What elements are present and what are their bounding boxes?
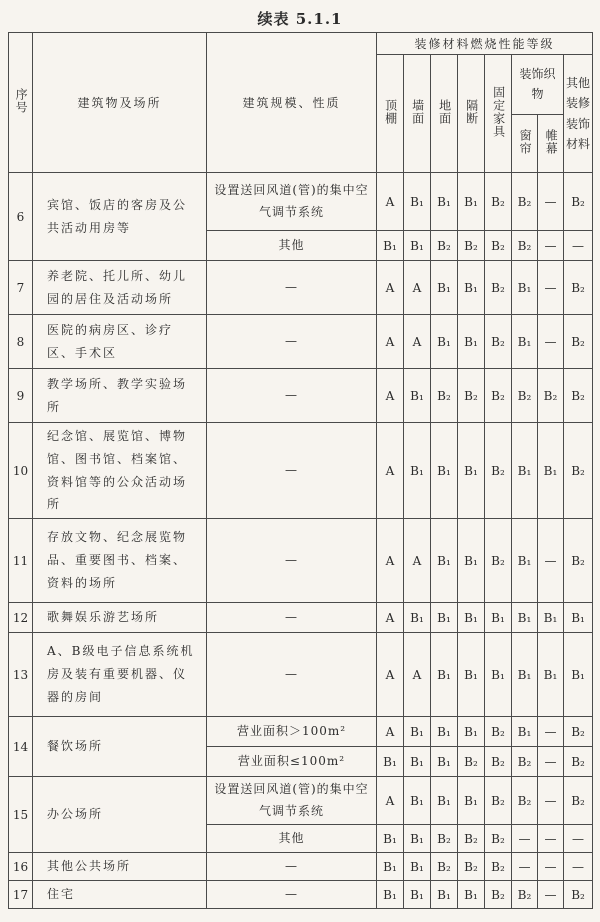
rating-cell: B₂ xyxy=(564,423,593,519)
row-number: 12 xyxy=(9,603,33,633)
row-scale: — xyxy=(207,853,377,881)
row-number: 11 xyxy=(9,519,33,603)
rating-cell: B₁ xyxy=(431,519,458,603)
rating-cell: A xyxy=(377,173,404,231)
row-place: A、B级电子信息系统机房及装有重要机器、仪器的房间 xyxy=(33,633,207,717)
row-scale: — xyxy=(207,261,377,315)
table-row xyxy=(9,633,593,717)
row-place: 养老院、托儿所、幼儿园的居住及活动场所 xyxy=(33,261,207,315)
rating-cell: B₁ xyxy=(512,717,538,747)
rating-cell: — xyxy=(538,173,564,231)
rating-cell: B₁ xyxy=(431,261,458,315)
rating-cell: B₁ xyxy=(538,423,564,519)
rating-cell: A xyxy=(377,315,404,369)
header-other: 其他装修装饰材料 xyxy=(564,55,593,173)
rating-cell: B₂ xyxy=(564,173,593,231)
rating-cell: B₂ xyxy=(485,231,512,261)
rating-cell: — xyxy=(564,853,593,881)
rating-cell: A xyxy=(377,777,404,825)
row-place: 存放文物、纪念展览物品、重要图书、档案、资料的场所 xyxy=(33,519,207,603)
row-place: 纪念馆、展览馆、博物馆、图书馆、档案馆、资料馆等的公众活动场所 xyxy=(33,423,207,519)
rating-cell: B₁ xyxy=(458,423,485,519)
rating-cell: B₂ xyxy=(431,369,458,423)
rating-cell: B₁ xyxy=(458,315,485,369)
rating-cell: B₁ xyxy=(431,717,458,747)
rating-cell: B₂ xyxy=(564,777,593,825)
rating-cell: B₂ xyxy=(538,369,564,423)
rating-cell: A xyxy=(404,315,431,369)
rating-cell: B₁ xyxy=(431,315,458,369)
row-number: 15 xyxy=(9,777,33,853)
rating-cell: B₁ xyxy=(404,603,431,633)
rating-cell: — xyxy=(538,777,564,825)
header-place: 建筑物及场所 xyxy=(33,33,207,173)
rating-cell: B₁ xyxy=(404,825,431,853)
rating-cell: — xyxy=(538,825,564,853)
rating-cell: — xyxy=(538,315,564,369)
table-row xyxy=(9,261,593,315)
rating-cell: B₂ xyxy=(431,853,458,881)
rating-cell: B₂ xyxy=(485,747,512,777)
rating-cell: B₁ xyxy=(458,519,485,603)
row-number: 16 xyxy=(9,853,33,881)
rating-cell: B₁ xyxy=(485,603,512,633)
rating-cell: B₁ xyxy=(404,777,431,825)
table-row xyxy=(9,603,593,633)
header-fabric: 装饰织物 xyxy=(512,55,564,115)
header-rating-group: 装修材料燃烧性能等级 xyxy=(377,33,593,55)
rating-cell: B₁ xyxy=(458,633,485,717)
table-row xyxy=(9,369,593,423)
row-scale: 营业面积＞100m² xyxy=(207,717,377,747)
table-row xyxy=(9,881,593,909)
row-place: 医院的病房区、诊疗区、手术区 xyxy=(33,315,207,369)
rating-cell: — xyxy=(564,231,593,261)
row-number: 8 xyxy=(9,315,33,369)
rating-cell: B₂ xyxy=(458,369,485,423)
rating-cell: — xyxy=(538,231,564,261)
rating-cell: A xyxy=(377,519,404,603)
rating-cell: B₁ xyxy=(458,777,485,825)
rating-cell: B₁ xyxy=(404,881,431,909)
rating-cell: B₁ xyxy=(538,633,564,717)
rating-cell: B₁ xyxy=(564,633,593,717)
header-wall: 墙面 xyxy=(404,55,431,173)
row-place: 歌舞娱乐游艺场所 xyxy=(33,603,207,633)
header-curtain: 窗帘 xyxy=(512,115,538,173)
rating-cell: B₂ xyxy=(485,369,512,423)
row-scale: 其他 xyxy=(207,825,377,853)
rating-cell: — xyxy=(538,717,564,747)
rating-cell: B₁ xyxy=(431,173,458,231)
row-number: 9 xyxy=(9,369,33,423)
rating-cell: B₁ xyxy=(404,231,431,261)
row-number: 17 xyxy=(9,881,33,909)
table-row xyxy=(9,717,593,747)
rating-cell: — xyxy=(564,825,593,853)
row-scale: — xyxy=(207,519,377,603)
rating-cell: A xyxy=(404,633,431,717)
rating-cell: B₁ xyxy=(458,261,485,315)
rating-cell: B₁ xyxy=(458,881,485,909)
header-serial: 序号 xyxy=(9,33,33,173)
row-scale: 营业面积≤100m² xyxy=(207,747,377,777)
row-number: 10 xyxy=(9,423,33,519)
table-body xyxy=(9,173,593,909)
rating-cell: B₂ xyxy=(512,747,538,777)
rating-cell: B₁ xyxy=(458,717,485,747)
rating-cell: B₂ xyxy=(512,173,538,231)
rating-cell: B₁ xyxy=(377,231,404,261)
rating-cell: B₂ xyxy=(485,173,512,231)
rating-cell: B₂ xyxy=(485,423,512,519)
table-caption: 续表 5.1.1 xyxy=(257,10,343,28)
row-place: 其他公共场所 xyxy=(33,853,207,881)
rating-cell: B₁ xyxy=(404,423,431,519)
rating-cell: B₁ xyxy=(404,717,431,747)
rating-cell: B₂ xyxy=(485,261,512,315)
row-place: 办公场所 xyxy=(33,777,207,853)
rating-cell: B₁ xyxy=(564,603,593,633)
rating-cell: B₁ xyxy=(512,261,538,315)
rating-cell: A xyxy=(404,261,431,315)
rating-cell: B₁ xyxy=(377,747,404,777)
rating-cell: A xyxy=(404,519,431,603)
rating-cell: B₁ xyxy=(431,881,458,909)
rating-cell: B₂ xyxy=(512,369,538,423)
rating-cell: B₁ xyxy=(512,633,538,717)
rating-cell: B₂ xyxy=(512,231,538,261)
rating-cell: B₂ xyxy=(458,747,485,777)
fire-rating-table xyxy=(8,32,593,909)
row-scale: — xyxy=(207,603,377,633)
row-place: 教学场所、教学实验场所 xyxy=(33,369,207,423)
rating-cell: B₂ xyxy=(564,369,593,423)
row-scale: — xyxy=(207,423,377,519)
rating-cell: B₁ xyxy=(485,633,512,717)
table-row xyxy=(9,173,593,231)
rating-cell: B₁ xyxy=(512,423,538,519)
rating-cell: B₂ xyxy=(564,881,593,909)
row-scale: 设置送回风道(管)的集中空气调节系统 xyxy=(207,173,377,231)
row-scale: — xyxy=(207,369,377,423)
rating-cell: B₁ xyxy=(512,519,538,603)
rating-cell: B₂ xyxy=(485,853,512,881)
rating-cell: B₂ xyxy=(458,853,485,881)
rating-cell: — xyxy=(538,881,564,909)
rating-cell: B₁ xyxy=(458,173,485,231)
rating-cell: B₁ xyxy=(431,777,458,825)
rating-cell: B₂ xyxy=(485,519,512,603)
rating-cell: B₁ xyxy=(431,747,458,777)
rating-cell: B₂ xyxy=(564,717,593,747)
rating-cell: B₂ xyxy=(485,881,512,909)
rating-cell: B₂ xyxy=(564,261,593,315)
rating-cell: B₂ xyxy=(458,231,485,261)
rating-cell: B₂ xyxy=(485,777,512,825)
row-scale: — xyxy=(207,315,377,369)
row-place: 餐饮场所 xyxy=(33,717,207,777)
table-row xyxy=(9,315,593,369)
rating-cell: B₁ xyxy=(431,603,458,633)
rating-cell: A xyxy=(377,633,404,717)
row-number: 13 xyxy=(9,633,33,717)
header-drape: 帷幕 xyxy=(538,115,564,173)
row-number: 6 xyxy=(9,173,33,261)
rating-cell: B₂ xyxy=(485,315,512,369)
rating-cell: B₁ xyxy=(431,423,458,519)
row-place: 住宅 xyxy=(33,881,207,909)
rating-cell: B₁ xyxy=(404,173,431,231)
rating-cell: A xyxy=(377,423,404,519)
rating-cell: — xyxy=(538,519,564,603)
rating-cell: B₂ xyxy=(485,825,512,853)
row-scale: — xyxy=(207,881,377,909)
row-number: 14 xyxy=(9,717,33,777)
rating-cell: B₁ xyxy=(377,881,404,909)
row-scale: 其他 xyxy=(207,231,377,261)
row-number: 7 xyxy=(9,261,33,315)
rating-cell: B₁ xyxy=(377,853,404,881)
rating-cell: A xyxy=(377,369,404,423)
header-partition: 隔断 xyxy=(458,55,485,173)
rating-cell: B₂ xyxy=(564,315,593,369)
rating-cell: B₂ xyxy=(512,881,538,909)
row-place: 宾馆、饭店的客房及公共活动用房等 xyxy=(33,173,207,261)
rating-cell: B₁ xyxy=(538,603,564,633)
rating-cell: B₁ xyxy=(377,825,404,853)
rating-cell: A xyxy=(377,717,404,747)
rating-cell: B₂ xyxy=(485,717,512,747)
rating-cell: B₂ xyxy=(431,825,458,853)
header-scale: 建筑规模、性质 xyxy=(207,33,377,173)
rating-cell: B₁ xyxy=(512,603,538,633)
rating-cell: B₂ xyxy=(564,519,593,603)
row-scale: — xyxy=(207,633,377,717)
rating-cell: — xyxy=(538,261,564,315)
table-row xyxy=(9,777,593,825)
rating-cell: B₁ xyxy=(404,369,431,423)
rating-cell: B₁ xyxy=(458,603,485,633)
rating-cell: A xyxy=(377,261,404,315)
header-floor: 地面 xyxy=(431,55,458,173)
rating-cell: B₂ xyxy=(458,825,485,853)
rating-cell: — xyxy=(538,747,564,777)
rating-cell: A xyxy=(377,603,404,633)
rating-cell: B₁ xyxy=(431,633,458,717)
header-ceiling: 顶棚 xyxy=(377,55,404,173)
header-furniture: 固定家具 xyxy=(485,55,512,173)
rating-cell: B₂ xyxy=(564,747,593,777)
rating-cell: B₂ xyxy=(431,231,458,261)
table-row xyxy=(9,519,593,603)
table-row xyxy=(9,853,593,881)
rating-cell: B₁ xyxy=(512,315,538,369)
rating-cell: — xyxy=(538,853,564,881)
rating-cell: B₁ xyxy=(404,747,431,777)
row-scale: 设置送回风道(管)的集中空气调节系统 xyxy=(207,777,377,825)
rating-cell: B₁ xyxy=(404,853,431,881)
rating-cell: B₂ xyxy=(512,777,538,825)
rating-cell: — xyxy=(512,853,538,881)
table-row xyxy=(9,423,593,519)
rating-cell: — xyxy=(512,825,538,853)
